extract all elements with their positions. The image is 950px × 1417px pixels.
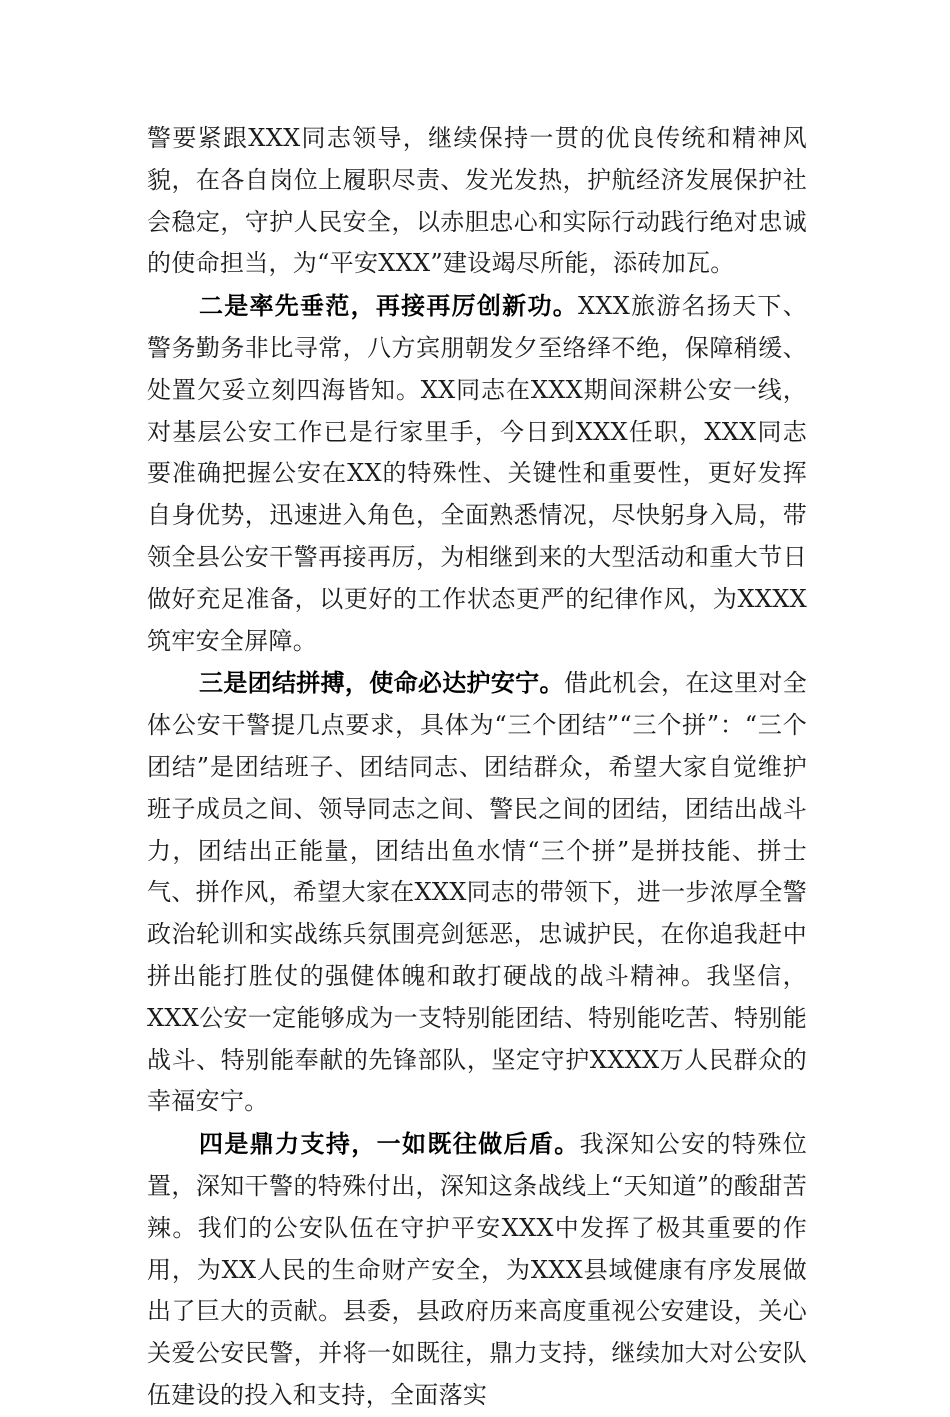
- paragraph-point-four: [147, 1123, 807, 1417]
- paragraph-text: 借此机会，在这里对全体公安干警提几点要求，具体为“三个团结”“三个拼”：“三个团结”是团结班子、团结同志、团结群众，希望大家自觉维护班子成员之间、领导同志之间、警民之间的团结，团结出战斗力，团结出正能量，团结出鱼水情“三个拼”是拼技能、拼士气、拼作风，希望大家在XXX同志的带领下，进一步浓厚全警政治轮训和实战练兵氛围亮剑惩恶，忠诚护民，在你追我赶中拼出能打胜仗的强健体魄和敢打硬战的战斗精神。我坚信，XXX公安一定能够成为一支特别能团结、特别能吃苦、特别能战斗、特别能奉献的先锋部队，坚定守护XXXX万人民群众的幸福安宁。: [147, 669, 807, 1116]
- paragraph-heading: 三是团结拼搏，使命必达护安宁。: [199, 668, 564, 698]
- document-body: [147, 118, 807, 1417]
- paragraph-heading: 四是鼎力支持，一如既往做后盾。: [199, 1129, 580, 1159]
- paragraph-point-two: [147, 285, 807, 662]
- paragraph-text: XXX旅游名扬天下、警务勤务非比寻常，八方宾朋朝发夕至络绎不绝，保障稍缓、处置欠妥立刻四海皆知。XX同志在XXX期间深耕公安一线，对基层公安工作已是行家里手，今日到XXX任职，XXX同志要准确把握公安在XX的特殊性、关键性和重要性，更好发挥自身优势，迅速进入角色，全面熟悉情况，尽快躬身入局，带领全县公安干警再接再厉，为相继到来的大型活动和重大节日做好充足准备，以更好的工作状态更严的纪律作风，为XXXX筑牢安全屏障。: [147, 292, 807, 655]
- paragraph-point-three: [147, 662, 807, 1123]
- paragraph-continuation: [147, 118, 807, 285]
- paragraph-text: 警要紧跟XXX同志领导，继续保持一贯的优良传统和精神风貌，在各自岗位上履职尽责、发光发热，护航经济发展保护社会稳定，守护人民安全，以赤胆忠心和实际行动践行绝对忠诚的使命担当，为“平安XXX”建设竭尽所能，添砖加瓦。: [147, 124, 807, 278]
- paragraph-heading: 二是率先垂范，再接再厉创新功。: [199, 291, 578, 321]
- paragraph-text: 我深知公安的特殊位置，深知干警的特殊付出，深知这条战线上“天知道”的酸甜苦辣。我们的公安队伍在守护平安XXX中发挥了极其重要的作用，为XX人民的生命财产安全，为XXX县域健康有序发展做出了巨大的贡献。县委，县政府历来高度重视公安建设，关心关爱公安民警，并将一如既往，鼎力支持，继续加大对公安队伍建设的投入和支持，全面落实: [147, 1130, 807, 1409]
